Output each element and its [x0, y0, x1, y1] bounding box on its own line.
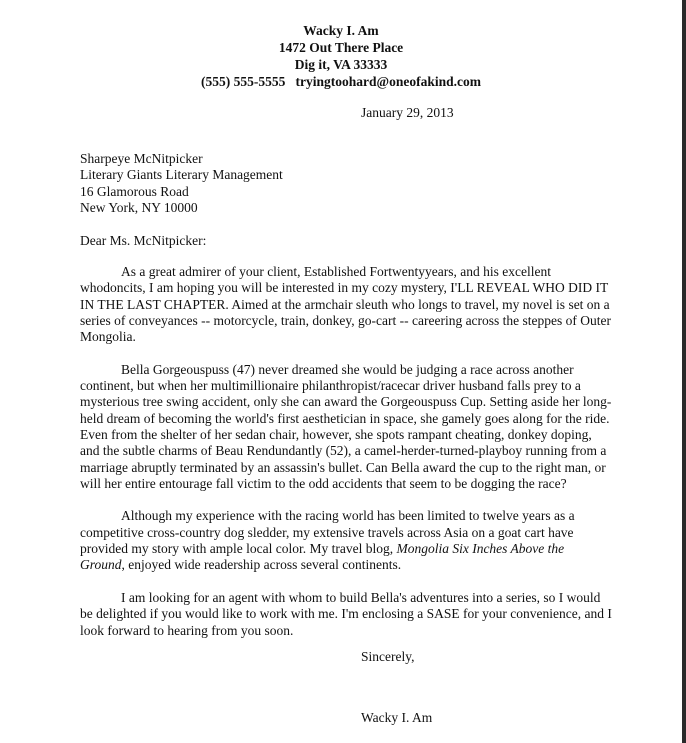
sender-contact-line: [0, 73, 682, 90]
recipient-name: Sharpeye McNitpicker: [80, 151, 203, 166]
sender-city: Dig it, VA 33333: [294, 57, 388, 72]
recipient-city: New York, NY 10000: [80, 200, 198, 216]
paragraph-4: I am looking for an agent with whom to build Bella's adventures into a series, so I would be delighted if you would like to work with me. I'm enclosing a SASE for your convenience, and I look forward to hearing from you soon.: [80, 589, 612, 638]
recipient-address: [80, 151, 283, 217]
sender-phone: (555) 555-5555: [201, 74, 286, 89]
salutation: Dear Ms. McNitpicker:: [80, 233, 207, 248]
closing: Sincerely,: [361, 649, 415, 664]
blog-title: Mongolia Six Inches Above the Ground: [80, 541, 565, 573]
paragraph-3-text-b: , enjoyed wide readership across several continents.: [121, 557, 402, 573]
paragraph-3-text-a: Although my experience with the racing world has been limited to twelve years as a competitive cross-country dog sledder, my extensive travels across Asia on a goat cart have provided my story with ample local color. My travel blog,: [80, 508, 575, 557]
window-edge: [682, 0, 686, 743]
sender-email: tryingtoohard@oneofakind.com: [295, 74, 481, 89]
recipient-street: 16 Glamorous Road: [80, 183, 189, 199]
letterhead: [0, 22, 682, 90]
recipient-company: Literary Giants Literary Management: [80, 167, 283, 183]
paragraph-1: As a great admirer of your client, Established Fortwentyyears, and his excellent whodoncits, I am hoping you will be interested in my cozy mystery, I'LL REVEAL WHO DID IT IN THE LAST CHAPTER. Aimed at the armchair sleuth who longs to travel, my novel is set on a series of conveyances -- motorcycle, train, donkey, go-cart -- careering across the steppes of Outer Mongolia.: [80, 264, 612, 345]
sender-name: Wacky I. Am: [303, 23, 379, 38]
signature-name: Wacky I. Am: [361, 710, 433, 725]
letter-body: [80, 264, 612, 655]
letter-date: January 29, 2013: [361, 105, 454, 120]
sender-street: 1472 Out There Place: [278, 40, 404, 55]
paragraph-3: [80, 508, 612, 573]
paragraph-2: Bella Gorgeouspuss (47) never dreamed she would be judging a race across another continent, but when her multimillionaire philanthropist/racecar driver husband falls prey to a mysterious tree swing accident, only she can award the Gorgeouspuss Cup. Setting aside her long-held dream of becoming the world's first aesthetician in space, she gamely goes along for the ride. Even from the shelter of her sedan chair, however, she spots rampant cheating, donkey doping, and the subtle charms of Beau Rendundantly (52), a camel-herder-turned-playboy running from a marriage abruptly terminated by an assassin's bullet. Can Bella award the cup to the right man, or will her entire entourage fall victim to the odd accidents that seem to be dogging the race?: [80, 361, 612, 491]
